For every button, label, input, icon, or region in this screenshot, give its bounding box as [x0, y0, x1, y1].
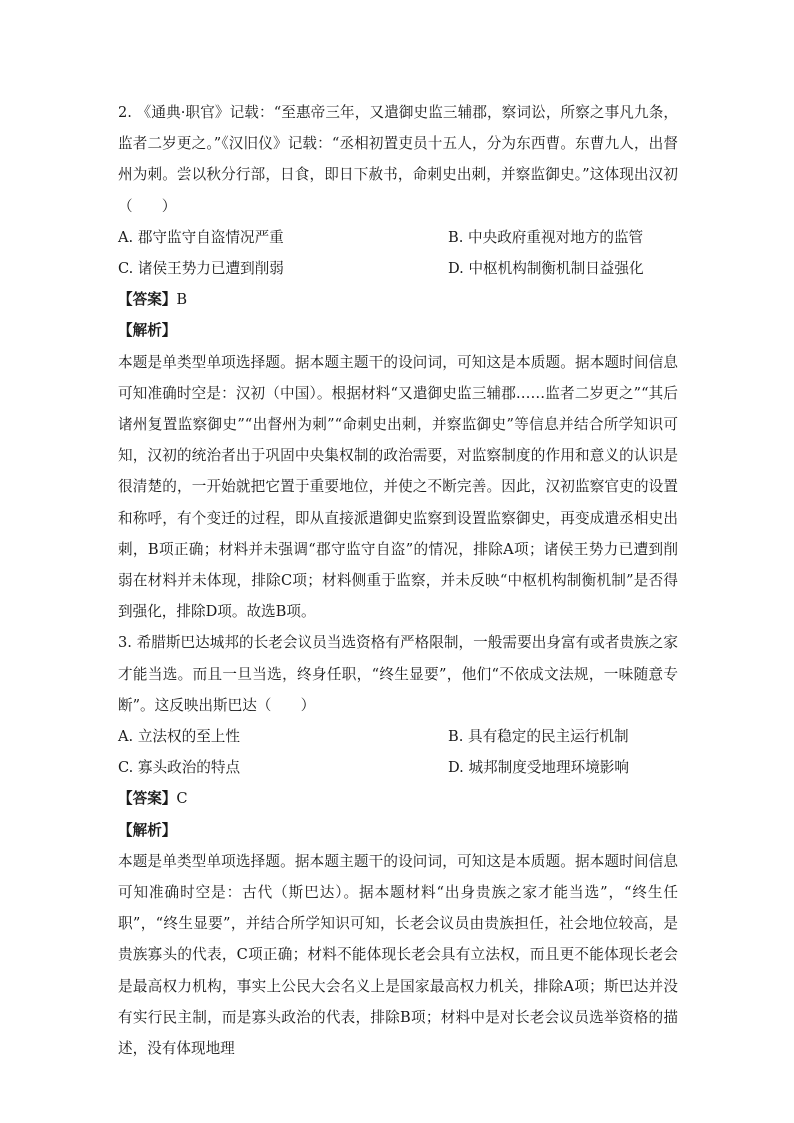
analysis-text: 本题是单类型单项选择题。据本题主题干的设问词，可知这是本质题。据本题时间信息可知准确时空是：汉初（中国）。根据材料“又遣御史监三辅郡……监者二岁更之”“其后诸州复置监察御史”“出督州为刺”“命刺史出刺，并察监御史”等信息并结合所学知识可知，汉初的统治者出于巩固中央集权制的政治需要，对监察制度的作用和意义的认识是很清楚的，一开始就把它置于重要地位，并使之不断完善。因此，汉初监察官吏的设置和称呼，有个变迁的过程，即从直接派遣御史监察到设置监察御史，再变成遣丞相史出刺，B项正确；材料并未强调“郡守监守自盗”的情况，排除A项；诸侯王势力已遭到削弱在材料并未体现，排除C项；材料侧重于监察，并未反映“中枢机构制衡机制”是否得到强化，排除D项。故选B项。 — [118, 353, 678, 621]
analysis-label: 【解析】 — [118, 322, 177, 340]
option-c: C. 诸侯王势力已遭到削弱 — [118, 260, 284, 278]
answer-label: 【答案】 — [118, 790, 177, 808]
document-body — [118, 97, 678, 1064]
answer-options — [118, 721, 678, 783]
answer-label: 【答案】 — [118, 291, 177, 309]
option-d: D. 城邦制度受地理环境影响 — [448, 759, 629, 777]
answer-value: B — [176, 291, 188, 309]
answer-line — [118, 284, 678, 315]
options-row — [118, 253, 678, 284]
answer-line — [118, 783, 678, 814]
option-c: C. 寡头政治的特点 — [118, 759, 241, 777]
analysis-heading — [118, 315, 678, 346]
answer-options — [118, 222, 678, 284]
answer-value: C — [176, 790, 188, 808]
analysis-label: 【解析】 — [118, 821, 177, 839]
analysis-text: 本题是单类型单项选择题。据本题主题干的设问词，可知这是本质题。据本题时间信息可知准确时空是：古代（斯巴达）。据本题材料“出身贵族之家才能当选”，“终生任职”，“终生显要”，并结合所学知识可知，长老会议员由贵族担任，社会地位较高，是贵族寡头的代表，C项正确；材料不能体现长老会具有立法权，而且更不能体现长老会是最高权力机构，事实上公民大会名义上是国家最高权力机关，排除A项；斯巴达并没有实行民主制，而是寡头政治的代表，排除B项；材料中是对长老会议员选举资格的描述，没有体现地理 — [118, 852, 678, 1058]
option-b: B. 具有稳定的民主运行机制 — [448, 728, 629, 746]
options-row — [118, 721, 678, 752]
option-a: A. 郡守监守自盗情况严重 — [118, 228, 284, 246]
options-row — [118, 222, 678, 253]
option-a: A. 立法权的至上性 — [118, 728, 240, 746]
question-stem: 2. 《通典·职官》记载：“至惠帝三年，又遣御史监三辅郡，察词讼，所察之事凡九条，监者二岁更之。”《汉旧仪》记载：“丞相初置吏员十五人，分为东西曹。东曹九人，出督州为刺。尝以秋分行部，日食，即日下赦书，命刺史出刺，并察监御史。”这体现出汉初（ ） — [118, 104, 678, 215]
question-stem: 3. 希腊斯巴达城邦的长老会议员当选资格有严格限制，一般需要出身富有或者贵族之家才能当选。而且一旦当选，终身任职，“终生显要”，他们“不依成文法规，一味随意专断”。这反映出斯巴达（ ） — [118, 634, 678, 714]
question-2 — [118, 97, 678, 627]
option-b: B. 中央政府重视对地方的监管 — [448, 228, 644, 246]
analysis-heading — [118, 815, 678, 846]
options-row — [118, 752, 678, 783]
option-d: D. 中枢机构制衡机制日益强化 — [448, 260, 644, 278]
question-3 — [118, 627, 678, 1064]
